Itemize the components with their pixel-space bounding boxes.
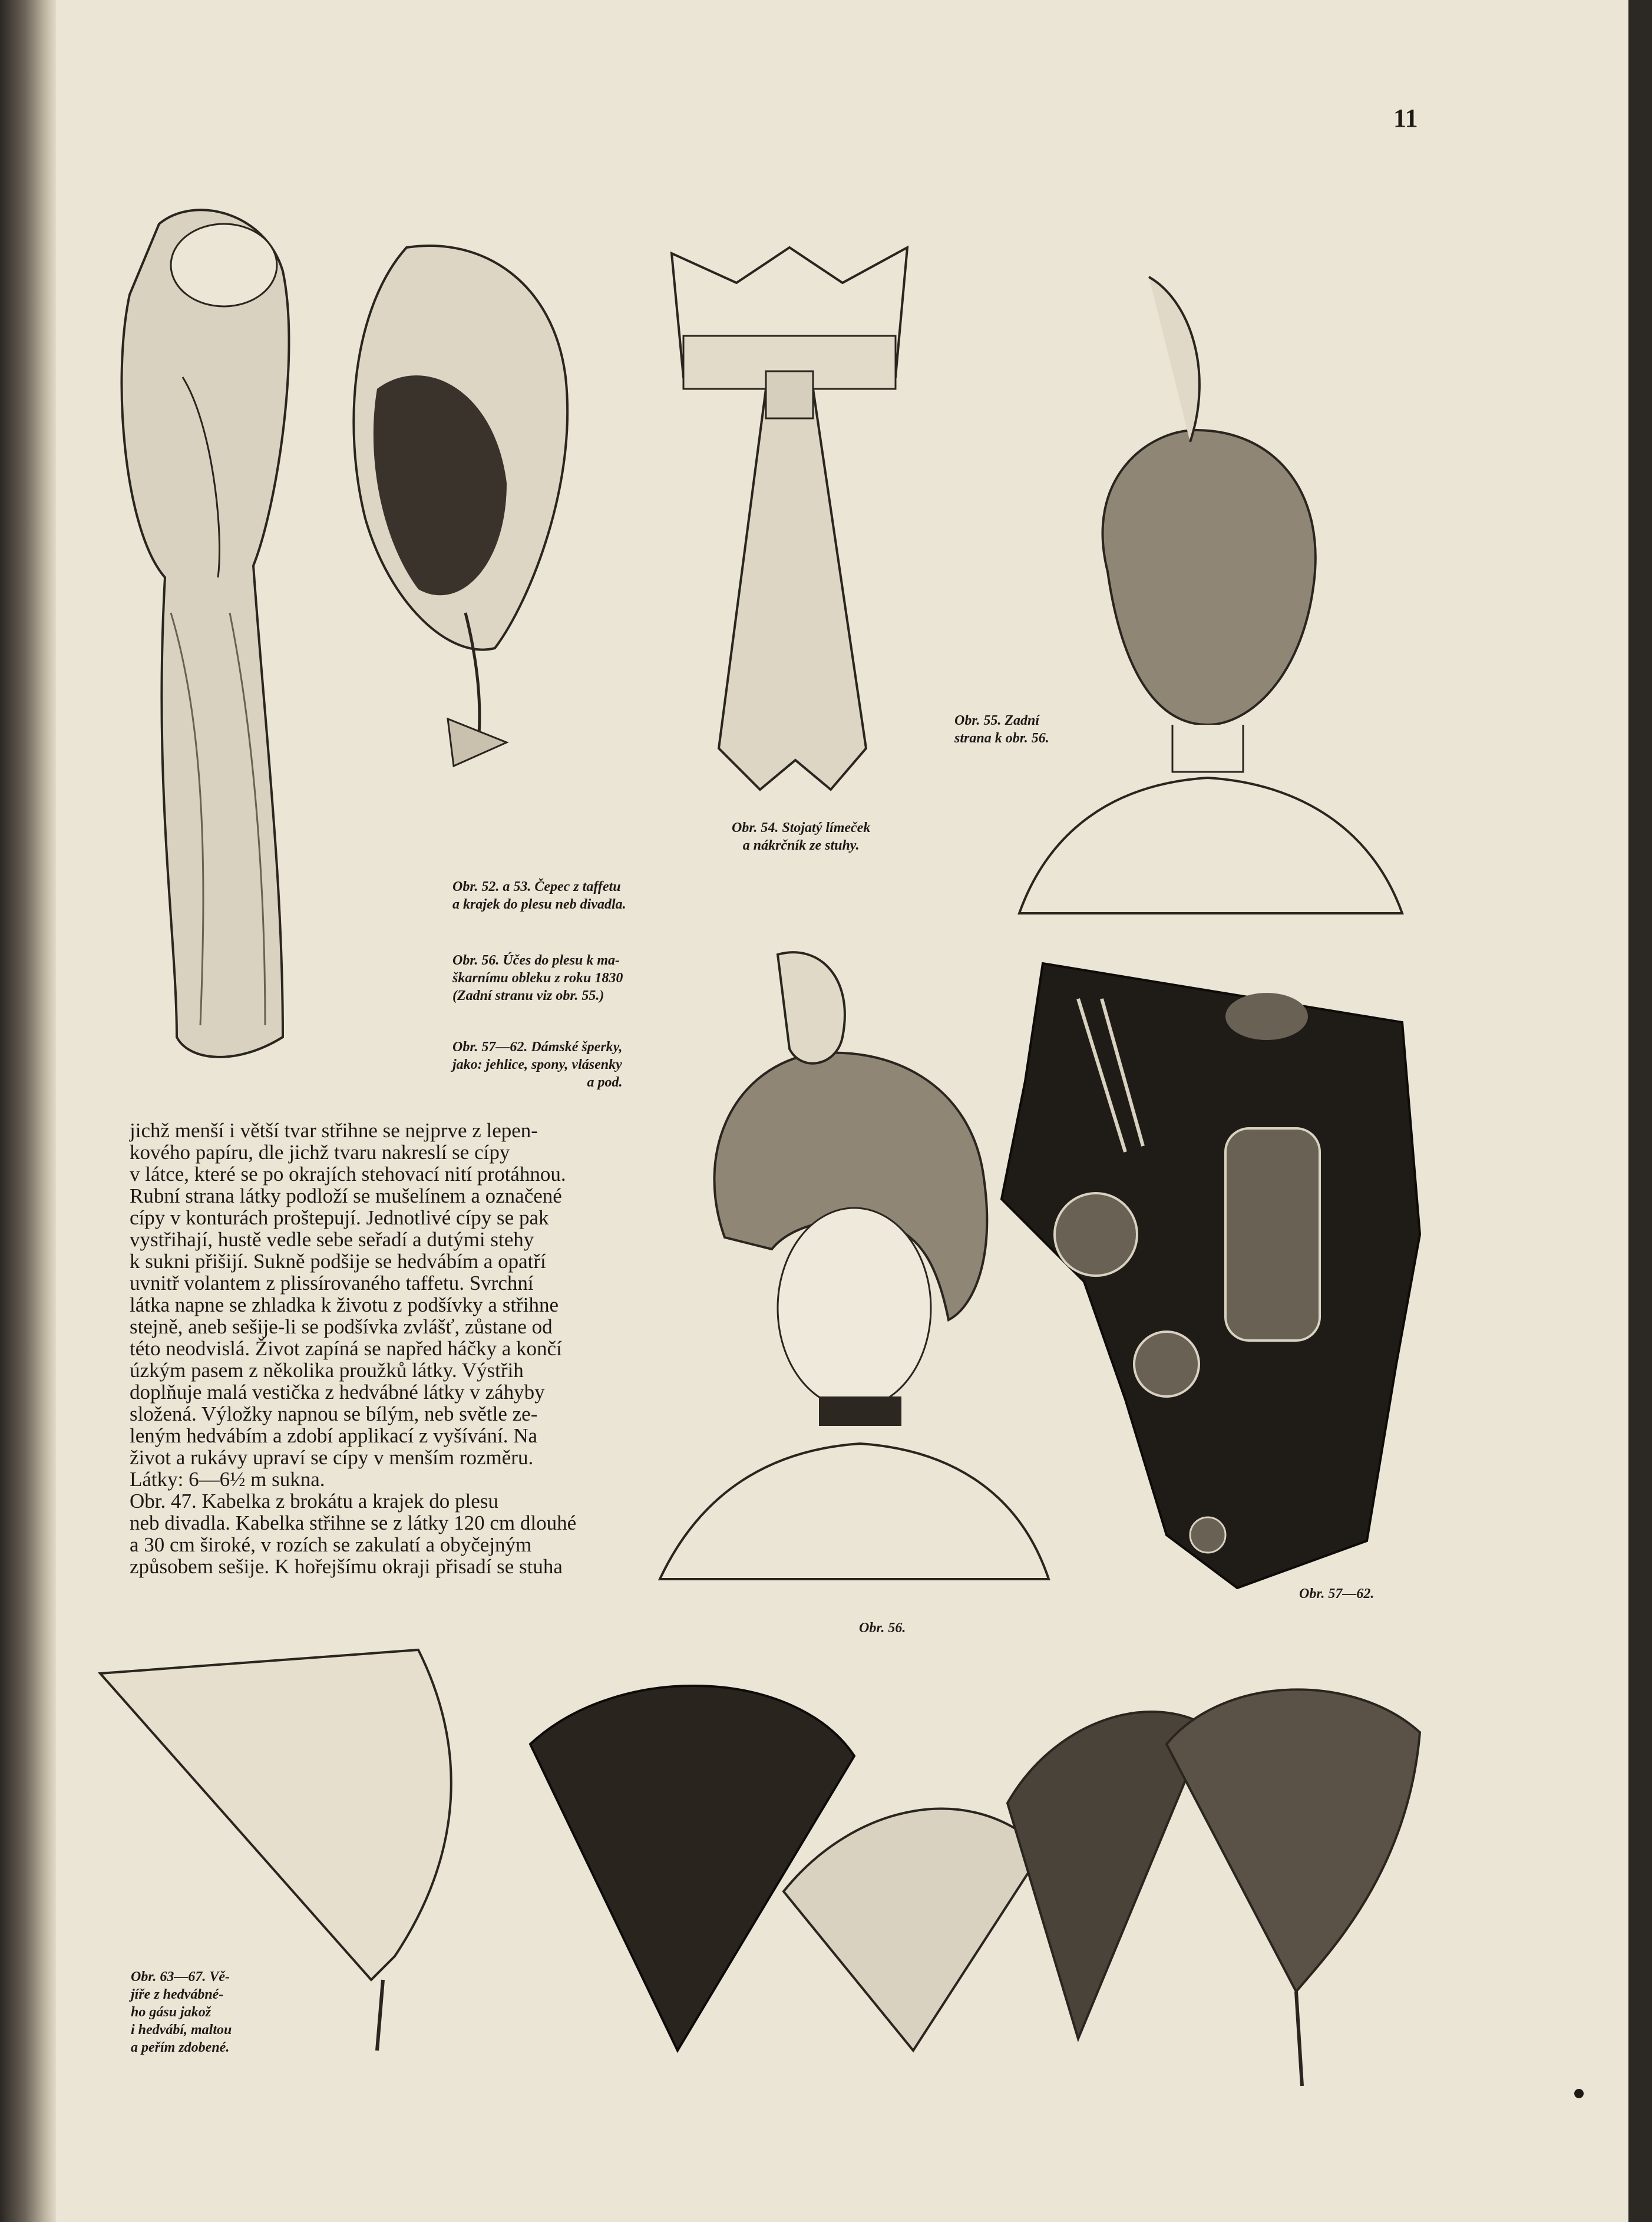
caption-figures-57-62: Obr. 57—62. Dámské šperky, jako: jehlice, spony, vlásenky a pod. — [452, 1039, 623, 1090]
book-spine — [0, 0, 56, 2222]
illustration-jewelry-57-62 — [990, 952, 1426, 1594]
illustration-fans-63-67 — [88, 1626, 1443, 2098]
caption-figure-56-note: Obr. 56. Účes do plesu k ma- škarnímu obleku z roku 1830 (Zadní stranu viz obr. 55.) — [452, 953, 623, 1003]
illustration-collar-54 — [666, 242, 913, 795]
caption-figures-63-67: Obr. 63—67. Vě- jíře z hedvábné- ho gásu jakož i hedvábí, maltou a peřím zdobené. — [131, 1969, 232, 2055]
illustration-hairstyle-back-55 — [996, 265, 1420, 931]
right-edge — [1628, 0, 1652, 2222]
caption-figure-55: Obr. 55. Zadní strana k obr. 56. — [954, 713, 1049, 746]
article-body-text: jichž menší i větší tvar střihne se nejprve z lepen- kového papíru, dle jichž tvaru nakreslí se cípy v látce, které se po okrajích stehovací nití protáhnou. Rubní strana látky podloží se mušelínem a označené cípy v konturách proštepují. Jednotlivé cípy se pak vystřihají, hustě vedle sebe seřadí a dutými stehy k sukni přišijí. Sukně podšije se hedvábím a opatří uvnitř volantem z plissírovaného taffetu. Svrchní látka napne se zhladka k životu z podšívky a střihne stejně, aneb sešije-li se podšívka zvlášť, zůstane od této neodvislá. Život zapíná se napřed háčky a končí úzkým pasem z několika proužků látky. Výstřih doplňuje malá vestička z hedvábné látky v záhyby složená. Výložky napnou se bílým, neb světle ze- leným hedvábím a zdobí applikací z vyšívání. Na život a rukávy upraví se cípy v menším rozměru. Látky: 6—6½ m sukna. Obr. 47. Kabelka z brokátu a krajek do plesu neb divadla. Kabelka střihne se z látky 120 cm dlouhé a 30 cm široké, v rozích se zakulatí a obyčejným způsobem sešije. K hořejšímu okraji přisadí se stuha — [130, 1119, 577, 1578]
illustration-bonnet-53 — [330, 236, 589, 778]
caption-figures-57-62-label: Obr. 57—62. — [1299, 1586, 1375, 1602]
caption-figures-52-53: Obr. 52. a 53. Čepec z taffetu a krajek do plesu neb divadla. — [452, 879, 626, 912]
caption-figure-56-label: Obr. 56. — [859, 1620, 906, 1636]
illustration-bonnet-52 — [88, 200, 312, 1078]
page-number: 11 — [1393, 104, 1418, 133]
ink-dot — [1574, 2089, 1584, 2098]
caption-figure-54: Obr. 54. Stojatý límeček a nákrčník ze stuhy. — [732, 820, 871, 853]
